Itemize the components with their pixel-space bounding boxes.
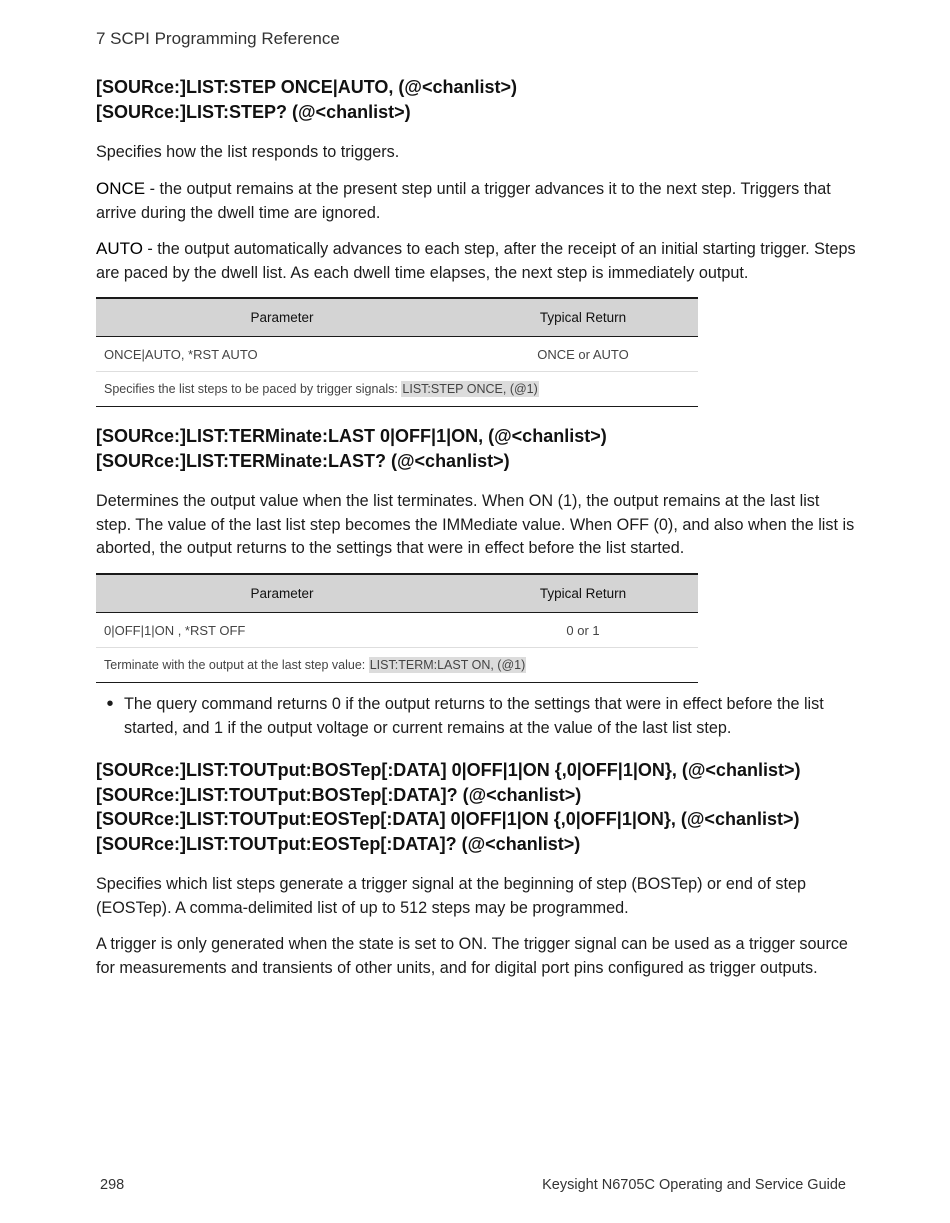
bullet-text: The query command returns 0 if the output returns to the settings that were in effect before the list started, and 1 if the output voltage or current remains at the value of the last list step. <box>124 695 824 737</box>
return-cell: ONCE or AUTO <box>468 337 698 372</box>
auto-description: - the output automatically advances to each step, after the receipt of an initial starting trigger. Steps are paced by the dwell list. As each dwell time elapses, the next step is immediately output. <box>96 240 856 282</box>
section-list-step <box>96 75 856 124</box>
column-header-typical-return: Typical Return <box>468 574 698 613</box>
column-header-typical-return: Typical Return <box>468 298 698 337</box>
table-header-row <box>96 574 698 613</box>
parameter-cell: 0|OFF|1|ON , *RST OFF <box>96 613 468 648</box>
example-code: LIST:TERM:LAST ON, (@1) <box>369 658 526 672</box>
terminate-description: Determines the output value when the list terminates. When ON (1), the output remains at the last list step. The value of the last list step becomes the IMMediate value. When OFF (0), and also when the list is aborted, the output returns to the settings that were in effect before the list started. <box>96 492 855 557</box>
table-row <box>96 613 698 648</box>
auto-keyword: AUTO <box>96 239 143 258</box>
parameter-cell: ONCE|AUTO, *RST AUTO <box>96 337 468 372</box>
bullet-dot: • <box>106 693 114 715</box>
example-code: LIST:STEP ONCE, (@1) <box>402 382 538 396</box>
table-header-row <box>96 298 698 337</box>
terminate-parameter-table <box>96 573 698 683</box>
example-text: Terminate with the output at the last step value: <box>104 658 369 672</box>
column-header-parameter: Parameter <box>96 298 468 337</box>
bullet-item <box>96 693 852 740</box>
once-paragraph <box>96 177 856 225</box>
query-heading: [SOURce:]LIST:STEP? (@<chanlist>) <box>96 101 411 122</box>
example-cell <box>96 372 698 407</box>
intro-paragraph: Specifies how the list responds to triggers. <box>96 143 400 161</box>
page-number: 298 <box>100 1177 125 1193</box>
table-row <box>96 337 698 372</box>
toutput-paragraph-1: Specifies which list steps generate a trigger signal at the beginning of step (BOSTep) or end of step (EOSTep). A comma-delimited list of up to 512 steps may be programmed. <box>96 875 806 917</box>
command-heading: [SOURce:]LIST:STEP ONCE|AUTO, (@<chanlist>) <box>96 77 517 97</box>
running-head: 7 SCPI Programming Reference <box>96 29 340 48</box>
once-description: - the output remains at the present step until a trigger advances it to the next step. Triggers that arrive during the dwell time are ignored. <box>96 180 831 222</box>
section-list-toutput <box>96 758 856 856</box>
example-text: Specifies the list steps to be paced by trigger signals: <box>104 382 402 396</box>
step-parameter-table <box>96 297 698 407</box>
auto-paragraph <box>96 237 856 285</box>
query-heading: [SOURce:]LIST:TERMinate:LAST? (@<chanlist>) <box>96 450 510 471</box>
column-header-parameter: Parameter <box>96 574 468 613</box>
table-row-example <box>96 372 698 407</box>
return-cell: 0 or 1 <box>468 613 698 648</box>
section-list-terminate <box>96 424 856 473</box>
once-keyword: ONCE <box>96 179 146 198</box>
table-row-example <box>96 648 698 683</box>
guide-title: Keysight N6705C Operating and Service Guide <box>542 1177 846 1193</box>
command-heading: [SOURce:]LIST:TOUTput:EOSTep[:DATA] 0|OFF|1|ON {,0|OFF|1|ON}, (@<chanlist>) <box>96 809 800 829</box>
command-heading: [SOURce:]LIST:TERMinate:LAST 0|OFF|1|ON, (@<chanlist>) <box>96 426 607 446</box>
command-heading: [SOURce:]LIST:TOUTput:BOSTep[:DATA] 0|OFF|1|ON {,0|OFF|1|ON}, (@<chanlist>) <box>96 760 801 780</box>
example-cell <box>96 648 698 683</box>
toutput-paragraph-2: A trigger is only generated when the state is set to ON. The trigger signal can be used as a trigger source for measurements and transients of other units, and for digital port pins configured as trigger outputs. <box>96 935 848 977</box>
query-heading: [SOURce:]LIST:TOUTput:EOSTep[:DATA]? (@<chanlist>) <box>96 833 581 854</box>
query-heading: [SOURce:]LIST:TOUTput:BOSTep[:DATA]? (@<chanlist>) <box>96 784 582 805</box>
